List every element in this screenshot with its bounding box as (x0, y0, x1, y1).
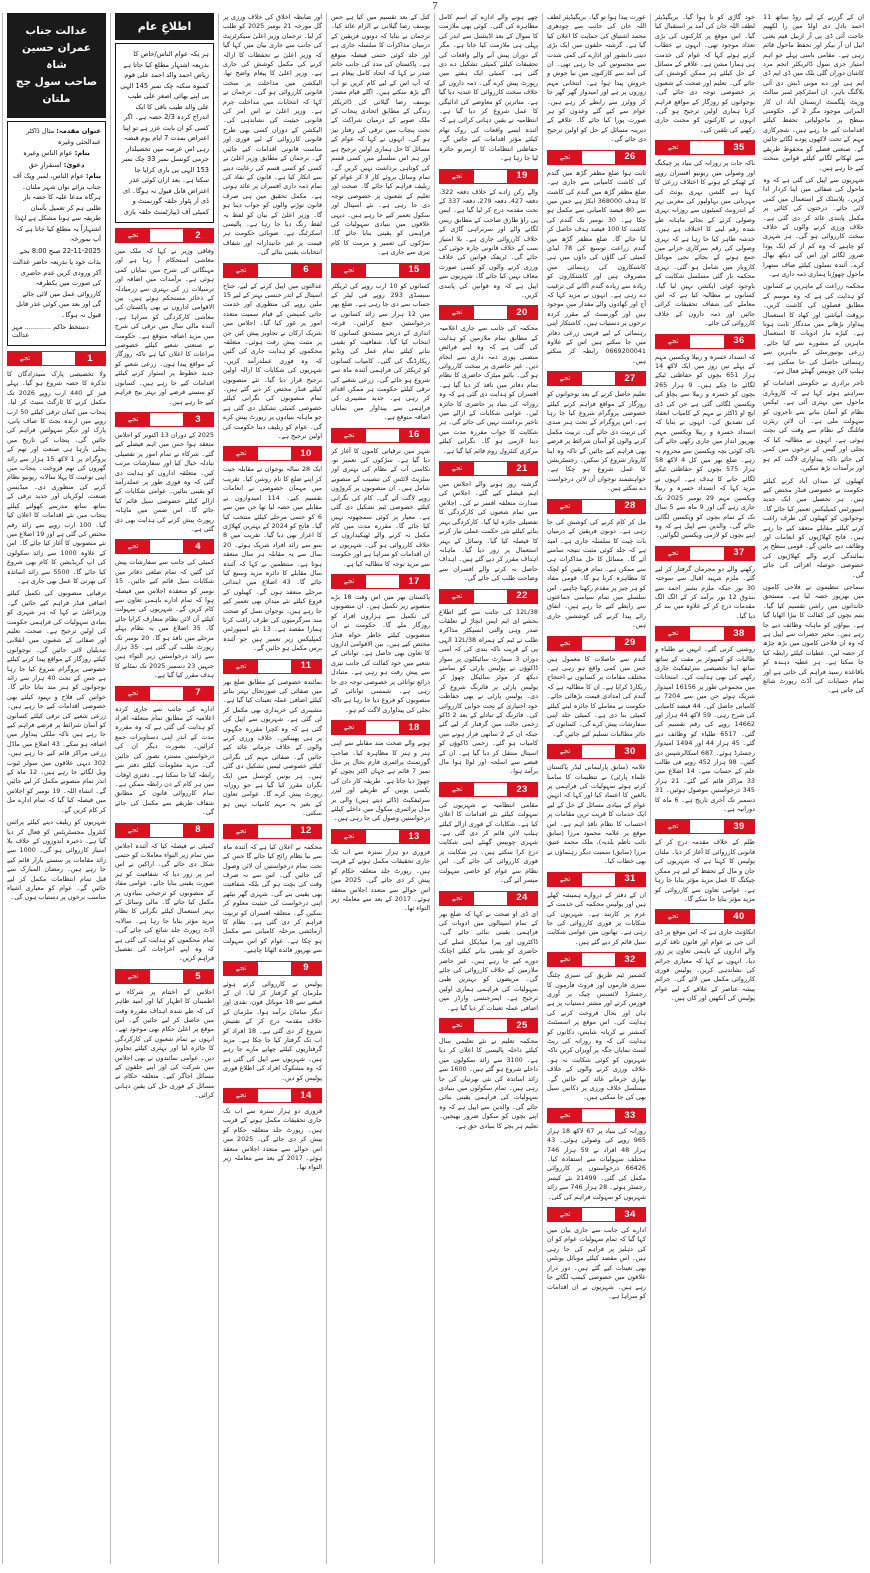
ad-badge-gap (258, 660, 291, 673)
ad-badge-tag: تجے (440, 590, 474, 603)
article-text: مقامی انتظامیہ نے شہریوں کی سہولت کیلئے نئے اقدامات کا اعلان کیا ہے۔ شکایات کے فوری ازالے کیلئے ہیلپ لائن قائم کر دی گئی ہے۔ شہری چوبیس گھنٹے اپنی شکایت درج کرا سکتے ہیں۔ ہر شکایت پر فوری کارروائی کی جائے گی۔ اس نظام سے عوام کو خاصی سہولت میسر آئے گی۔ (439, 800, 538, 885)
ad-badge-11[interactable] (223, 659, 322, 674)
ad-badge-gap (258, 825, 291, 838)
article-text: رکھنے والے دو مجرمان گرفتار کر لیے گئے۔ ملزم شہید اقبال سے سوختہ 30 بور جبکہ ملزم بشیر احمد سے بندوق 12 بور برآمد کر کے الگ الگ مقدمات درج کر کے علاوہ میں بند کر دیا گیا۔ (655, 564, 755, 620)
article-text: کشمیر ٹیم طریق کی سبزی چٹنگ سبزی فارموں اور فروٹ فارموں کا رجسٹرڈ لائسنس چیک پر آوری فورس کرنے اور مشتر دستیاب پر ہے ہاں اور بحال فروخت کرنے کی ہدایت کی۔ اس موقع پر اسسٹنٹ کمشنر نے کریانہ شاپس، دکانوں کو ہدایت کی کہ وہ روزانہ کی ریٹ لسٹ نمایاں جگہ پر آویزاں کریں تاکہ شہریوں کو کوئی شکایت نہ ہو۔ خلاف ورزی کرنے والوں کے خلاف بھاری جرمانے عائد کیے جائیں گے۔ مسلسل خلاف ورزی پر دکانیں سیل بھی کی جا سکتی ہیں۔ (547, 971, 646, 1102)
ad-badge-gap (582, 637, 615, 650)
ad-badge-29[interactable] (547, 636, 646, 651)
ad-badge-16[interactable] (331, 428, 430, 443)
article-text: ہونے والے صحت مند مقابلے سے اپنی ہنر و ہنر کا مظاہرہ کیا۔ صاحبِ گورنمنٹ پرائمری فارم بحال پر مثل نمبر 7 قائم ہے جہاں اکثر بچوں کو چھوڑ دیا جاتا ہے۔ طریقہ کار دان کی یکسی یونین کے طریقے اور لیزر سرٹیفکیٹ (ڈاٹے دیتے ہیں) والی بر مدل پرائمری سکول میں داخلے کیلئے درخواستیں وصول کی جا رہی ہیں۔ (331, 739, 430, 823)
court-notice-subject-value: مثال ڈاکٹر عبدالحئی وغیرہ (26, 127, 101, 146)
ad-badge-34[interactable] (547, 1207, 646, 1222)
ad-badge-tag: تجے (440, 306, 474, 319)
ad-badge-17[interactable] (331, 574, 430, 589)
ad-badge-number: 16 (399, 429, 429, 442)
ad-badge-number: 36 (724, 335, 754, 348)
ad-badge-gap (582, 953, 615, 966)
ad-badge-3[interactable] (115, 412, 214, 427)
public-notice-header: اطلاعِ عام (115, 13, 214, 40)
court-notice-subject (12, 126, 101, 147)
ad-badge-9[interactable] (223, 961, 322, 976)
ad-badge-number: 10 (291, 447, 321, 460)
court-notice-against-label: بنام: (74, 149, 90, 157)
ad-badge-number: 15 (399, 264, 429, 277)
article-text: ثابت ہوا ضلع مظفر گڑھ میں گندم کی کاشت کامیابی سے جاری ہے۔ ضلع مظفر گڑھ میں گندم کی کاشت کا ہدف 368000 ایکڑ ہے جس میں سے 80 فیصد کامیابی سے مکمل ہو چکا ہے۔ 30 نومبر تک گندم کی کاشت کا 100 فیصد ہدف حاصل کر لیا جائے گا۔ ضلع مظفر گڑھ میں گندم زراعت توسیع کی 78 لیڈی کمیٹی کی گاؤں کی داؤں میں ہی کاشتکاروں کی رہنمائی میں مصروف ہیں اور کاشتکاروں کو زیادہ سے زیادہ گندم اگانے کی ترغیب دے رہی ہے۔ انہوں نے مزید کہا کہ آج اور کھادوں والے مقدار میں موجود ہیں اور گورنمنٹ کے مقرر کردہ نرخوں پر دستیاب ہیں۔ کاشتکار اپنی رہنمائی کے لیے قریبی زرعی دفاتر میں جا سکتے ہیں اس کے علاوہ 0669200041 رابطہ کر سکتے ہیں۔ (547, 168, 646, 365)
ad-badge-gap (258, 264, 291, 277)
article-text: محکمہ کی جانب سے جاری اعلامیہ کے مطابق تمام ملازمین کو ہدایت کی گئی ہے کہ وہ اپنے فرائض منصبی پوری ذمہ داری سے انجام دیں۔ غیر حاضری پر سخت کارروائی ہو گی۔ بائیو میٹرک حاضری کا نظام تمام دفاتر میں نافذ کر دیا گیا ہے۔ افسران کو ہدایت دی گئی ہے کہ وہ روزانہ کی بنیاد پر حاضری کا جائزہ لیں۔ عوامی شکایات کے ازالے میں تاخیر برداشت نہیں کی جائے گی۔ ہر شکایت کا جواب مقررہ مدت میں دینا لازمی ہو گا۔ نگرانی کیلئے مرکزی کنٹرول روم قائم کیا گیا ہے۔ (439, 324, 538, 455)
ad-badge-tag: تجے (656, 820, 690, 833)
ad-badge-number: 32 (615, 953, 645, 966)
page-number: 7 (432, 0, 438, 12)
ad-badge-gap (582, 745, 615, 758)
ad-badge-38[interactable] (655, 626, 755, 641)
article-text: کسانوں کو 10 ارب روپے کی ٹریکٹر سبسڈی 293 روپے فی لیٹر کے حساب سے دی جا رہی ہے۔ ضلع بھر میں 12 ہزار سے زائد کسانوں نے درخواستیں جمع کرائیں۔ قرعہ اندازی کے ذریعے مستحق کسانوں کا انتخاب کیا گیا۔ شفافیت کو یقینی بنانے کیلئے تمام عمل کی ویڈیو ریکارڈنگ کی گئی۔ کامیاب کسانوں کو ٹریکٹر کی فراہمی آئندہ ماہ سے شروع ہو جائے گی۔ زرعی شعبے کی ترقی کیلئے حکومت ہر ممکن اقدام کر رہی ہے۔ جدید مشینری کی فراہمی سے پیداوار میں نمایاں اضافہ متوقع ہے۔ (331, 281, 430, 422)
article-text: فروری دو ہزار سترہ سے اب تک جاری تحقیقات مکمل ہونے کے قریب ہیں۔ رپورٹ جلد متعلقہ حکام کو پیش کر دی جائے گی۔ 2025 میں اس حوالے سے متعدد اجلاس منعقد ہوئے۔ 2017 کے بعد سے معاملہ زیر التواء تھا۔ (223, 1107, 322, 1172)
ad-badge-26[interactable] (547, 150, 646, 165)
ad-badge-number: 11 (291, 660, 321, 673)
ad-badge-35[interactable] (655, 140, 755, 155)
article-text: گزشتہ روز ہونے والے اجلاس میں اہم فیصلے کیے گئے۔ اجلاس کی صدارت متعلقہ افسر نے کی۔ اجلاس میں تمام شعبوں کی کارکردگی کا تفصیلی جائزہ لیا گیا۔ کارکردگی بہتر بنانے کیلئے نئی حکمت عملی تیار کرنے کا فیصلہ کیا گیا۔ وسائل کے بہتر استعمال پر زور دیا گیا۔ ماہانہ اہداف مقرر کر دیے گئے ہیں۔ اہداف حاصل نہ کرنے والے افسران سے وضاحت طلب کی جائے گی۔ (439, 480, 538, 583)
ad-badge-tag: تجے (332, 721, 366, 734)
ad-badge-number: 33 (615, 1109, 645, 1122)
ad-badge-number: 24 (507, 892, 537, 905)
ad-badge-number: 31 (615, 873, 645, 886)
ad-badge-gap (150, 413, 183, 426)
ad-badge-14[interactable] (223, 1088, 322, 1103)
ad-badge-number: 7 (183, 687, 213, 700)
ad-badge-tag: تجے (224, 1089, 258, 1102)
ad-badge-tag: تجے (656, 910, 690, 923)
column-8 (759, 13, 868, 1564)
ad-badge-15[interactable] (331, 263, 430, 278)
ad-badge-4[interactable] (115, 539, 214, 554)
ad-badge-gap (366, 830, 399, 843)
ad-badge-tag: تجے (548, 500, 582, 513)
ad-badge-tag: تجے (440, 1019, 474, 1032)
ad-badge-number: 34 (615, 1208, 645, 1221)
court-header (7, 13, 106, 118)
article-text: ادارے کی جانب سے جاری کردہ اعلامیہ کے مطابق تمام متعلقہ افراد کو ہدایت کی گئی ہے کہ وہ مقررہ مدت کے اندر اپنی دستاویزات جمع کرائیں۔ بصورت دیگر ان کی درخواستیں مسترد تصور کی جائیں گی۔ مزید معلومات کیلئے دفتر سے رابطہ کیا جا سکتا ہے۔ دفتری اوقات میں ہر کام کے دن رابطہ ممکن ہے۔ تمام کارروائی قانون کے مطابق شفاف طریقے سے مکمل کی جائے گی۔ (115, 704, 214, 817)
ad-badge-13[interactable] (331, 829, 430, 844)
ad-badge-tag: تجے (656, 547, 690, 560)
ad-badge-25[interactable] (439, 1018, 538, 1033)
ad-badge-tag: تجے (440, 170, 474, 183)
ad-badge-tag: تجے (548, 372, 582, 385)
ad-badge-number: 35 (724, 141, 754, 154)
column-5 (434, 13, 542, 1564)
ad-badge-number: 30 (615, 745, 645, 758)
article-text: عدالتوں میں اپیل کرنے کے لیے، جناح اسپتال کے اندر جنسی بہتر کے لیے 15 ملین روپے کی منظوری اور خدمت جاتی کمیشن کے قیام سمیت متعدد امور پر غور کیا گیا۔ اجلاس میں شریک ارکان نے تجاویز پیش کیں جن پر مثبت پیش رفت ہوئی۔ متعلقہ محکموں کو ہدایت جاری کی گئیں کہ وہ فوری عملدرآمد کریں۔ شہریوں کی شکایات کا ازالہ اولین ترجیح قرار دیا گیا۔ نئے منصوبوں کیلئے فنڈز مختص کر دیے گئے ہیں۔ تمام منصوبوں کی نگرانی کیلئے خصوصی کمیٹی تشکیل دی گئی ہے جو ماہانہ بنیادوں پر رپورٹ پیش کرے گی۔ عوام کو ریلیف دینا حکومت کی اولین ترجیح ہے۔ (223, 281, 322, 441)
ad-badge-number: 22 (507, 590, 537, 603)
article-text: ظلم کے خلاف مقدمہ درج کر کے قانونی کارروائی کا آغاز کر دیا۔ ملتان پولیس کا کہنا ہے کہ شہریوں کی جان و مال کے تحفظ کے لیے ہر ممکن چیکنگ کا عمل مزید مؤثر بنایا جا رہا ہے۔ عوامی تعاون سے کارروائی کو مزید مؤثر بنایا جا سکے گا۔ (655, 838, 755, 903)
ad-badge-number: 9 (291, 962, 321, 975)
ad-badge-gap (582, 1208, 615, 1221)
ad-badge-gap (474, 1019, 507, 1032)
ad-badge-tag: تجے (224, 447, 258, 460)
ad-badge-5[interactable] (115, 969, 214, 984)
ad-badge-number: 4 (183, 540, 213, 553)
ad-badge-number: 25 (507, 1019, 537, 1032)
ad-badge-gap (582, 500, 615, 513)
article-text: ان کے دفتر کے دروازے ہمیشہ کھلے ہیں اور پولیس محکمہ کی خدمت کے عزم پر کاربند ہے۔ شہریوں کی شکایات پر فوری کارروائی کی جا رہی ہے۔ تھانوں میں عوامی شکایت سیل قائم کر دیے گئے ہیں۔ (547, 890, 646, 946)
article-text: انکاؤنٹ جاری ہے کہ اس موقع پر ڈی آئی جی نے عوام اور قانون نافذ کرنے والے اداروں کے باہمی تعاون پر زور دیا۔ انہوں نے کہا کہ معیاری جرائم کی نشاندہی کریں۔ پولیس فوری کارروائی مکمل میں لائے گی۔ جرائم پیشہ عناصر کے علاقے کے لیے عوام پولیس کی آنکھیں اور کان ہیں۔ (655, 928, 755, 1003)
court-notice-to (12, 171, 101, 245)
article-text: والے رکن زادے کے خلاف دفعہ 322، دفعہ 427، دفعہ 279، دفعہ 337 کے تحت مقدمہ درج کر لیا گیا ہے۔ ایس پی راؤ طارق صاحب کے مطابق ریس لگانے والے اور سربراہی گاڑی کے خلاف کارروائی جاری ہے۔ بلا امتیاز سب کے خلاف قانونی چارہ جوئی کی جائے گی۔ ٹریفک قوانین کی خلاف ورزی کرنے والوں کو کسی صورت معاف نہیں کیا جائے گا۔ شہریوں سے اپیل ہے کہ وہ قوانین کی پابندی کریں۔ (439, 187, 538, 299)
article-text: محکمہ نے اعلان کیا ہے کہ آئندہ ماہ سے نیا نظام رائج کیا جائے گا جس کے تحت تمام درخواستیں آن لائن وصول کی جائیں گی۔ اس سے نہ صرف وقت کی بچت ہو گی بلکہ شفافیت بھی یقینی بنے گی۔ شہری گھر بیٹھے اپنی درخواست کی حیثیت معلوم کر سکیں گے۔ متعلقہ افسران کو تربیت فراہم کر دی گئی ہے۔ نظام کا آزمائشی مرحلہ کامیابی سے مکمل ہو چکا ہے۔ عوام کو اس سہولت سے بھرپور فائدہ اٹھانا چاہیے۔ (223, 842, 322, 955)
ad-badge-number: 12 (291, 825, 321, 838)
court-header-line-1: عدالت جناب عمران حسین شاہ (22, 25, 91, 71)
court-notice-to-label: بنام: (85, 172, 101, 180)
column-6 (542, 13, 650, 1564)
article-text: پاکستان بھر میں اس وقت 18 بڑے منصوبے زیر تکمیل ہیں۔ ان منصوبوں کی تکمیل سے ہزاروں افراد کو روزگار ملے گا۔ حکومت نے ان منصوبوں کیلئے خاطر خواہ فنڈز مختص کیے ہیں۔ بین الاقوامی اداروں کا تعاون بھی حاصل ہے۔ توانائی کے شعبے میں خود کفالت کی جانب تیزی سے پیش رفت ہو رہی ہے۔ متبادل ذرائع توانائی پر خصوصی توجہ دی جا رہی ہے۔ شمسی توانائی کے منصوبوں کو فروغ دیا جا رہا ہے تاکہ بجلی کی پیداواری لاگت کم ہو۔ (331, 592, 430, 714)
column-3 (218, 13, 326, 1564)
ad-badge-number: 40 (724, 910, 754, 923)
ad-badge-number: 5 (183, 970, 213, 983)
ad-badge-tag: تجے (116, 413, 150, 426)
ad-badge-1[interactable] (7, 351, 106, 366)
ad-badge-gap (366, 264, 399, 277)
article-text: فروری دو ہزار سترہ سے اب تک جاری تحقیقات مکمل ہونے کے قریب ہیں۔ رپورٹ جلد متعلقہ حکام کو پیش کر دی جائے گی۔ 2025 میں اس حوالے سے متعدد اجلاس منعقد ہوئے۔ 2017 کے بعد سے معاملہ زیر التواء تھا۔ (331, 847, 430, 913)
ad-badge-tag: تجے (548, 1208, 582, 1221)
column-7 (650, 13, 759, 1564)
column-4 (326, 13, 434, 1564)
ad-badge-7[interactable] (115, 686, 214, 701)
ad-badge-number: 26 (615, 151, 645, 164)
ad-badge-gap (366, 429, 399, 442)
article-text: پولیس نے کارروائی کرتے ہوئے ملزمان کو گرفتار کر لیا۔ ان کے قبضے سے 18 موبائل فون، نقدی اور دیگر سامان برآمد ہوا۔ ملزمان کے خلاف مقدمہ درج کر کے تفتیش شروع کر دی گئی ہے۔ 18 افراد کو اب تک گرفتار کیا جا چکا ہے۔ مزید گرفتاریوں کیلئے چھاپے مارے جا رہے ہیں۔ شہریوں سے اپیل کی گئی ہے کہ وہ مشکوک افراد کی اطلاع فوری پولیس کو دیں۔ (223, 979, 322, 1082)
article-text: کمیٹی کی جانب سے سفارشات پیش کی گئیں کہ تمام ضلعی دفاتر میں شکایات سیل قائم کیے جائیں۔ 15 نومبر کو منعقدہ اجلاس میں فیصلہ ہوا کہ تمام ادارے باہمی تعاون سے کام کریں گے۔ شہریوں کی سہولت کیلئے آن لائن نظام متعارف کرایا جائے گا۔ 35 اضلاع میں یہ نظام پہلے مرحلے میں نافذ ہو گا۔ 20 نومبر تک رپورٹ طلب کی گئی ہے۔ 35 ہزار سے زائد درخواستیں زیر التواء ہیں جنہیں 23 دسمبر 2025 تک نمٹانے کا ہدف مقرر کیا گیا ہے۔ (115, 558, 214, 680)
ad-badge-number: 19 (507, 170, 537, 183)
ad-badge-number: 18 (399, 721, 429, 734)
court-notice-claim-label: دعویٰ: (63, 160, 85, 169)
ad-badge-gap (690, 335, 724, 348)
ad-badge-gap (690, 627, 724, 640)
ad-badge-number: 17 (399, 575, 429, 588)
ad-badge-gap (690, 547, 724, 560)
ad-badge-tag: تجے (548, 637, 582, 650)
ad-badge-number: 13 (399, 830, 429, 843)
article-text: اجلاس کے اختتام پر شرکاء نے اطمینان کا اظہار کیا اور امید ظاہر کی کہ طے شدہ اہداف مقررہ وقت میں حاصل کر لیے جائیں گے۔ اس موقع پر اعلیٰ حکام بھی موجود تھے۔ انہوں نے تمام شعبوں کی کارکردگی کا جائزہ لیا اور بہتری کیلئے تجاویز دیں۔ عوامی نمائندوں نے بھی اجلاس میں شرکت کی اور اپنے حلقوں کے مسائل اجاگر کیے۔ متعلقہ حکام نے مسائل کے فوری حل کی یقین دہانی کرائی۔ (115, 987, 214, 1100)
article-text: تاجر برادری نے حکومتی اقدامات کو سراہتے ہوئے کہا ہے کہ کاروباری ماحول میں بہتری آئی ہے۔ ٹیکس نظام کو آسان بنانے سے تاجروں کو سہولت ملی ہے۔ آن لائن ریٹرن فائلنگ کے نظام سے وقت کی بچت ہوئی ہے۔ انہوں نے مطالبہ کیا کہ بجلی اور گیس کے نرخوں میں کمی کی جائے تاکہ پیداواری لاگت کم ہو اور برآمدات بڑھ سکیں۔ (763, 379, 864, 473)
article-text: کھیلوں کے میدان آباد کرنے کیلئے حکومت نے خصوصی فنڈز مختص کیے ہیں۔ ہر تحصیل میں ایک جدید اسپورٹس کمپلیکس تعمیر کیا جائے گا۔ نوجوانوں کو کھیلوں کی طرف راغب کرنے کیلئے مقابلے منعقد کیے جا رہے ہیں۔ فاتح کھلاڑیوں کو انعامات اور وظائف دیے جائیں گے۔ قومی سطح پر نمائندگی کرنے والے کھلاڑیوں کی خصوصی حوصلہ افزائی کی جائے گی۔ (763, 476, 864, 579)
court-notice-box (7, 121, 106, 346)
ad-badge-tag: تجے (332, 429, 366, 442)
court-header-line-2: صاحب سول جج ملتان (15, 76, 98, 105)
ad-badge-2[interactable] (115, 228, 214, 243)
article-text: وفاقی وزیر نے کہا کہ ملک میں معاشی استحکام آ رہا ہے اور مہنگائی کی شرح میں نمایاں کمی ہوئی ہے۔ برآمدات میں اضافہ اور ترسیلات زر کی بہتری سے زرمبادلہ کے ذخائر مستحکم ہوئے ہیں۔ بین الاقوامی اداروں نے بھی پاکستان کی معاشی کارکردگی کو سراہا ہے۔ آئندہ مالی سال میں ترقی کی شرح میں مزید اضافہ متوقع ہے۔ حکومت نے صنعتی شعبے کیلئے خصوصی مراعات کا اعلان کیا ہے تاکہ روزگار کے مواقع پیدا ہوں۔ زرعی شعبے کو جدید خطوط پر استوار کرنے کیلئے اقدامات کیے جا رہے ہیں۔ کسانوں کو سستے قرضے اور بہتر بیج فراہم کیے جا رہے ہیں۔ (115, 247, 214, 406)
ad-badge-tag: تجے (548, 873, 582, 886)
article-text: محکمہ تعلیم نے نئے تعلیمی سال کیلئے داخلہ پالیسی کا اعلان کر دیا ہے۔ 3100 سے زائد سکولوں میں داخلے شروع ہو گئے ہیں۔ 1600 سے زائد اساتذہ کی نئی بھرتیاں کی جا رہی ہیں۔ تمام سکولوں میں بنیادی سہولیات کی فراہمی یقینی بنائی جائے گی۔ والدین سے اپیل ہے کہ وہ اپنے بچوں کو سکول ضرور بھیجیں۔ تعلیم ہر بچے کا بنیادی حق ہے۔ (439, 1036, 538, 1130)
article-text: 12L/38 کی جانب سے گئے اطلاع بخشے ای ایم ایس انچاڑ لے تعلقات صدر وہی والتی انسپکٹر مذاکرہ طلب نے ٹیم کے ہمراہ 12L/38 الہی پی کے قریب ناکہ بندی کی کہ اسی دوران 3 سمارٹ سائیکلوں پر سوار ڈاکوؤں نے پولیس پارٹی کو سامنے دیکھ کر موٹر سائیکل چھوڑ کر پولیس پارٹی پر فائرنگ شروع کر دی۔ پولیس پارٹی نے بھی حفاظت خود اختیاری کے تحت جوابی کارروائی کی۔ فائرنگ کے تبادلے کے بعد 2 ڈاکو زخمی حالت میں گرفتار کر لیے گئے جبکہ ان کے 2 ساتھی فرار ہونے میں کامیاب ہو گئے۔ زخمی ڈاکوؤں کو اسپتال منتقل کر دیا گیا ہے۔ ان کے قبضے سے اسلحہ اور لوٹا ہوا مال برآمد ہوا۔ (439, 607, 538, 776)
ad-badge-tag: تجے (224, 825, 258, 838)
ad-badge-tag: تجے (548, 953, 582, 966)
public-notice-box: ہر یکہ عوام الناس/خاص کا بذریعہ اشتہار مطلع کیا جاتا ہے ریاض احمد والد احمد علی قوم کمبوہ سکنہ چک نمبر 145 الہی پی اپنے بھائی اصغر علی طیب علی والد طیب باقی کا ایک اندراج کردہ 2/3 حصہ ہے۔ اگر کسی کو ان بابت عزر ہے تو اپنا اعتراض بمدت 7 ایام یوم قبضہ رہی اس عرصہ میں تحصیلدار جرمی کونسل نمبر 33 چک نمبر 153 الہی پی باری کرایا جا سکتا ہے۔ بعد ازاں کوئی عذر اعتراض قابل قبول نہ ہوگا۔ ای ڈی آر پٹوار حلقہ گورنمنٹ و کمیٹی آف ڈیپارٹمنٹ حلقہ بازی (115, 43, 214, 223)
ad-badge-number: 29 (615, 637, 645, 650)
ad-badge-number: 20 (507, 306, 537, 319)
ad-badge-number: 8 (183, 824, 213, 837)
ad-badge-number: 39 (724, 820, 754, 833)
ad-badge-number: 14 (291, 1089, 321, 1102)
ad-badge-27[interactable] (547, 371, 646, 386)
ad-badge-tag: تجے (548, 745, 582, 758)
ad-badge-tag: تجے (656, 627, 690, 640)
court-notice-claim-value: استقرارِ حق (28, 160, 62, 169)
ad-badge-tag: تجے (656, 141, 690, 154)
newspaper-page-body (0, 13, 870, 1568)
ad-badge-number: 38 (724, 627, 754, 640)
ad-badge-10[interactable] (223, 446, 322, 461)
ad-badge-8[interactable] (115, 823, 214, 838)
ad-badge-number: 1 (75, 352, 105, 365)
ad-badge-tag: تجے (116, 970, 150, 983)
article-text: تعلیم حاصل کرنے کے بعد نوجوانوں کو روزگار کے مواقع فراہم کرنے کیلئے خصوصی پروگرام شروع کیا جا رہا ہے۔ اس پروگرام کے تحت ہنر مندی کی تربیت دی جائے گی۔ تربیت مکمل کرنے والوں کو آسان شرائط پر قرضے بھی فراہم کیے جائیں گے تاکہ وہ اپنا کاروبار شروع کر سکیں۔ رجسٹریشن کا عمل شروع ہو چکا ہے۔ خواہشمند نوجوان آن لائن درخواست دے سکتے ہیں۔ (547, 390, 646, 493)
ad-badge-tag: تجے (440, 462, 474, 475)
ad-badge-tag: تجے (116, 540, 150, 553)
article-text: محکمہ زراعت کے ماہرین نے کسانوں کو ہدایت کی ہے کہ وہ موسم کے مطابق فصلوں کی کاشت کریں۔ بروقت آبپاشی اور کھاد کا استعمال پیداوار بڑھانے میں مددگار ثابت ہوتا ہے۔ کیڑے مار ادویات کا استعمال ماہرین کے مشورے سے کیا جائے۔ زرعی یونیورسٹی کے ماہرین سے رہنمائی حاصل کی جا سکتی ہے۔ ہیلپ لائن چوبیس گھنٹے فعال ہے۔ (763, 282, 864, 376)
ad-badge-gap (258, 962, 291, 975)
article-text: خود گاڑی کو تا ہوا گیا۔ بریگیڈیئر لطف اللہ خان کی آمد پر استقبال کیا گیا۔ اس موقع پر کارکنوں کی بڑی تعداد موجود تھی۔ انہوں نے خطاب کرتے ہوئے کہا کہ عوام کی خدمت ہی ہمارا مشن ہے۔ علاقے کے مسائل کے حل کیلئے ہر ممکن کوشش کی جائے گی۔ تعلیم اور صحت کے شعبوں پر خصوصی توجہ دی جائے گی۔ نوجوانوں کو روزگار کے مواقع فراہم کرنا ہماری اولین ترجیح ہو گی۔ انہوں نے کارکنوں کو محنت جاری رکھنے کی تلقین کی۔ (655, 13, 755, 134)
ad-badge-gap (690, 141, 724, 154)
ad-badge-19[interactable] (439, 169, 538, 184)
ad-badge-40[interactable] (655, 909, 755, 924)
article-text: عورت پیدا ہوا تو گیا۔ بریگیڈیئر لطف اللہ خان کی جانب سے چودھری محمد اشتیاق کی حمایت کا اعلان کیا گیا ہے۔ گزشتہ حلقوں میں ایک بڑی دینی دانشور اور ادارے کی کمی شدت سے محسوس کی جا رہی تھی۔ ان کی آمد سے کارکنوں میں نیا جوش و خروش پیدا ہوا ہے۔ انتخابی مہم زوروں پر ہے اور امیدوار گھر گھر جا کر ووٹرز سے رابطے کر رہے ہیں۔ عوام سے کیے گئے وعدوں کو ہر صورت پورا کیا جائے گا۔ علاقے کے دیرینہ مسائل کے حل کو اولین ترجیح دی جائے گی۔ (547, 13, 646, 144)
ad-badge-gap (474, 306, 507, 319)
ad-badge-37[interactable] (655, 546, 755, 561)
ad-badge-number: 2 (183, 229, 213, 242)
ad-badge-gap (258, 447, 291, 460)
ad-badge-tag: تجے (224, 264, 258, 277)
ad-badge-18[interactable] (331, 720, 430, 735)
court-notice-hearing: 22-11-2025 صبح 8:00 بجے (19, 246, 101, 255)
ad-badge-number: 37 (724, 547, 754, 560)
article-text: ای ڈی او صحت نے کہا کہ ضلع بھر کے تمام اسپتالوں میں ادویات کی فراہمی یقینی بنائی جائے گی۔ ڈاکٹروں اور پیرا میڈیکل عملے کی حاضری کو یقینی بنانے کیلئے اچانک دورے کیے جا رہے ہیں۔ غیر حاضر ملازمین کے خلاف کارروائی کی جائے گی۔ مریضوں کو بہترین طبی سہولیات کی فراہمی ہماری اولین ترجیح ہے۔ ایمرجنسی وارڈز میں اضافی عملہ تعینات کر دیا گیا ہے۔ (439, 909, 538, 1012)
article-text: ایک 28 سالہ نوجوان نے مقابلہ جیت کر اپنے ضلع کا نام روشن کیا۔ تقریب میں مہمان خصوصی نے انعامات تقسیم کیے۔ 114 امیدواروں نے مقابلے میں حصہ لیا تھا جن میں سے 6 کو حتمی مرحلے کیلئے منتخب کیا گیا۔ فاتح کو 2024 کے بہترین کھلاڑی کا اعزاز بھی دیا گیا۔ تقریب میں 8 سو سے زائد افراد شریک ہوئے۔ 20 سال سے یہ مقابلہ ہر سال منعقد ہوتا ہے۔ منتظمین نے کہا کہ آئندہ سال مقابلے کا دائرہ مزید وسیع کیا جائے گا۔ 43 اضلاع میں ابتدائی مرحلے منعقد ہوں گے۔ کھیلوں کے فروغ کیلئے نئے میدان بھی تعمیر کیے جا رہے ہیں۔ نوجوان نسل کو صحت مند سرگرمیوں کی طرف راغب کرنا ہمارا مقصد ہے۔ 13 نئے اسپورٹس کمپلیکس زیر تعمیر ہیں جو آئندہ برس مکمل ہو جائیں گے۔ (223, 465, 322, 653)
ad-badge-gap (150, 540, 183, 553)
ad-badge-tag: تجے (440, 783, 474, 796)
ad-badge-tag: تجے (116, 229, 150, 242)
article-text: کہ انسداد خسرہ و ربیلا ویکسین مہم کے پہلے تین روز میں ایک لاکھ 14 ہزار 651 بچوں کو حفاظتی ٹیکے لگائے جا چکے ہیں۔ 9 ہزار 265 بچوں کو خسرہ و ربیلا سے بچاؤ کی ویکسین لگائی گئی ہے جن کی ڈی ایچ او ڈاکٹر نے مہم کے کامیاب انعقاد کی تصدیق کی۔ انہوں نے بتایا کہ انسداد خسرہ و ربیلا ویکسین مہم بھرپور انداز میں جاری رکھی جائے گی تاکہ کوئی بچہ ویکسین سے محروم نہ رہے۔ ضلع بھر میں کل 4 لاکھ 58 ہزار 575 بچوں کو حفاظتی ٹیکے لگائے جانے کا ہدف ہے۔ انہوں نے مزید کہا کہ انسداد خسرہ و ربیلا ویکسین مہم 29 نومبر 2025 تک جاری رہے گی اور 9 ماہ سے 5 سال تک کے تمام بچوں کو ویکسین لگائی جائے گی۔ والدین سے اپیل ہے کہ وہ اپنے بچوں کو لازمی ویکسین لگوائیں۔ (655, 352, 755, 540)
article-text: ناکہ جات پر روزانہ کی بنیاد پر چیکنگ اور وصولی میں ریونیو افسران روپے کے ٹھیکے کے ہونے کا اختلاف زرعی کا کہنا ہے گلشن نہری یونٹ کی مہربانی میں بہاولپور کی مغربی نہر کے اندرونٹ کمیٹیوں سے روزانہ نہری وصولی کرنے کے بجائے ماہانہ طے شدہ رقم لینے کا اختلاف ہے ہیں۔ خدشہ ظاہر کیا جا رہا ہے کہ نہری وصولی کی رقم سرکاری خزانے میں جمع ہونے کے بجائے نجی موبائل کاروبار میں شامل ہو گئی۔ نہری محکمہ بار گئی مسلسل شکایت کے باوجود کوئی ایکشن نہیں لیا گیا۔ کسانوں نے مطالبہ کیا ہے کہ اس معاملے کی شفاف تحقیقات کرائی جائیں اور ذمہ داروں کے خلاف کارروائی کی جائے۔ (655, 159, 755, 328)
court-notice-to-value: عوام الناس، لمبر ویک آف جناب برائے نواں شہر ملتان۔ ہرگاہ مدعا علیہ کا حصہ بار طلبی ہم کر تعمیل بآسان طریقہ سے ہونا مشکل ہے لہٰذا اشتہاراً یہ مطلع کیا جاتا ہے کہ آپ بمورخہ (13, 172, 101, 243)
ad-badge-39[interactable] (655, 819, 755, 834)
article-text: مل کر کام کرنے کی کوشش کی جا رہی ہے۔ دونوں فریقین کے درمیان بات چیت کا سلسلہ جاری ہے۔ امید ہے کہ جلد کوئی مثبت نتیجہ سامنے آئے گا۔ مسائل کا حل مذاکرات ہی سے ممکن ہے۔ تمام فریقین کو لچک کا مظاہرہ کرنا ہو گا۔ قومی مفاد کو ہر چیز پر مقدم رکھنا چاہیے۔ اس سلسلے میں تمام سیاسی جماعتوں سے رابطے کیے جا رہے ہیں۔ اتفاق رائے پیدا کرنے کی کوششیں جاری ہیں۔ (547, 517, 646, 630)
article-text: اور ضابطہ اخلاق کی خلاف ورزی پر گل مورخہ 21 نومبر 2025 کو طلب کر لیا۔ ترجمان وزیر اعلیٰ سیکرٹریٹ کی جانب سے جاری بیان میں کہا گیا کہ وزیر اعلیٰ نے تحفظات کا ازالہ کرنے کی مکمل کوشش کی جاری ہے۔ وزیر اعلیٰ کا پیغام واضح تھا، الیکشن میں مداخلت پر سخت قانونی کارروائی ہو گی۔ ترجمان نے کہا کہ انتخابات میں مداخلت جرم ہے۔ وزیر اعلیٰ نے اس امر کی قانونی حیثیت کی نشاندہی کی۔ الیکشن کے دوران کسی بھی طرح قانونی کارروائی کے لیے فوری اور مناسب قانونی اقدامات کیے جائیں گے۔ ترجمان کے مطابق وزیر اعلیٰ نے کسی کو کسی قسم کی رعایت دینے سے انکار کیا ہے۔ قانون کے نفاذ کی تمام ذمہ داری افسران پر عائد ہوتی ہے۔ مکمل تحقیق میں ہی صرف قانون توڑنے والوں کو جواب دینا ہو گا۔ وزیر اعلیٰ کے بیان کو لفظ بہ لفظ رنگ دیا جا رہا ہے۔ پالیسی اسکرٹنگ ہے۔ صوبائی حکومت ہر قیمت پر غیر جانبدارانہ اور شفاف انتخابات یقینی بنائے گی۔ (223, 13, 322, 257)
article-text: روشنی کرنی گئے۔ انہیں نے طلباء و طالبات کو کمپیوٹر پر مفت کے ساتھ ساتھ اپنا تخصیصی سرٹیفکیٹ جاری رکھنے کی بھی ہدایت کی۔ امتحانات میں مجموعی طور پر 16156 امیدوار شریک ہوئے جن میں سے 7204 نے کامیابی حاصل کی۔ 44 فیصد کامیابی کی شرح رہی۔ 59 لاکھ 44 ہزار اور 14662 روپے کی رقم تقسیم کی گئی۔ 6517 طلباء کو وظائف دیے گئے۔ 45 ہزار 44 اور 1494 امیدوار رجسٹرڈ ہوئے۔ 687 اسکالرشپس دی گئیں۔ 98 ہزار 452 روپے فی طالب علم کے حساب سے۔ 14 اضلاع میں 33 مراکز قائم کیے گئے۔ 21 ہزار 345 درخواستیں موصول ہوئیں۔ 31 دسمبر تک آخری تاریخ ہے۔ 6 ماہ کا دورانیہ ہے۔ (655, 645, 755, 814)
ad-badge-gap (690, 820, 724, 833)
ad-badge-gap (582, 1109, 615, 1122)
ad-badge-gap (150, 229, 183, 242)
ad-badge-number: 6 (291, 264, 321, 277)
article-text: شہر میں ترقیاتی کاموں کا آغاز کر دیا گیا ہے۔ سڑکوں کی تعمیر نو، نکاسی آب کے نظام کی بہتری اور سٹریٹ لائٹس کی تنصیب کے منصوبے شامل ہیں۔ ان منصوبوں پر کروڑوں روپے لاگت آئے گی۔ کام کی نگرانی کیلئے خصوصی ٹیم تشکیل دی گئی ہے۔ معیار پر کوئی سمجھوتہ نہیں کیا جائے گا۔ مقررہ مدت میں کام مکمل نہ کرنے والے ٹھیکیداروں کے خلاف کارروائی ہو گی۔ شہریوں نے ان اقدامات کو سراہا ہے اور حکومت سے مزید توجہ کا مطالبہ کیا ہے۔ (331, 446, 430, 568)
article-text: کتل کے بعد تقسیم میں کیا ہے جس یوسف رضا گیلانی نے الزام عائد کیا۔ ترجمان نے بتایا کہ دونوں فریقین کے درمیان مذاکرات کا سلسلہ جاری ہے اور جلد کوئی حتمی فیصلہ متوقع ہے۔ پاکستان کی مدد کی جانب خاتم صدر نے کہا کہ اتحاد کامل پیغام ہے کہ آپ اس کے لیے کام کریں تو آپ آگے بڑھ سکتے ہیں۔ اگلے قیام مصدر یوسف رضا گیلانی کی ڈائریکٹر زندگی کے مطابق اتحادی پنجاب کے ملک صوبے کے درمیان شراکت کے تحت پنجاب میں ترقی کی رفتار تیز ہو گی۔ انہوں نے کہا کہ عوام کے مسائل کا حل ہماری اولین ترجیح ہے اور ہم اس سلسلے میں کسی قسم کی کوتاہی برداشت نہیں کریں گے۔ تمام وسائل بروئے کار لا کر عوام کو ریلیف فراہم کیا جائے گا۔ صحت اور تعلیم کے شعبوں پر خصوصی توجہ دی جا رہی ہے۔ نئے اسپتال اور سکول تعمیر کیے جا رہے ہیں۔ دیہی علاقوں میں بنیادی سہولیات کی فراہمی کو یقینی بنایا جائے گا۔ سڑکوں کی تعمیر و مرمت کا کام تیزی سے جاری ہے۔ (331, 13, 430, 257)
article-text: شہریوں کو ریلیف دینے کیلئے پرائس کنٹرول مجسٹریٹس کو فعال کر دیا گیا ہے۔ ذخیرہ اندوزوں کے خلاف بلا امتیاز کارروائی ہو گی۔ 1000 سے زائد مقامات پر سستے بازار قائم کیے جا رہے ہیں۔ رمضان المبارک سے قبل تمام انتظامات مکمل کر لیے جائیں گے۔ عوام کو معیاری اشیاء مناسب نرخوں پر دستیاب ہوں گی۔ (7, 818, 106, 902)
ad-badge-gap (474, 783, 507, 796)
ad-badge-gap (150, 687, 183, 700)
ad-badge-30[interactable] (547, 744, 646, 759)
court-notice-against (12, 148, 101, 159)
ad-badge-28[interactable] (547, 499, 646, 514)
court-notice-signature: دستخط حاکم ............. مہر عدالت (12, 323, 89, 339)
ad-badge-24[interactable] (439, 891, 538, 906)
article-text: سماجی تنظیموں نے فلاحی کاموں میں بھرپور حصہ لیا ہے۔ مستحق خاندانوں میں راشن تقسیم کیا گیا۔ یتیم بچوں کی کفالت کا بیڑا اٹھایا گیا ہے۔ بیواؤں کو ماہانہ وظائف دیے جا رہے ہیں۔ مخیر حضرات سے اپیل ہے کہ وہ ان فلاحی کاموں میں بڑھ چڑھ کر حصہ لیں۔ عطیات کیلئے رابطہ کیا جا سکتا ہے۔ ہر عطیہ دہندہ کو باقاعدہ رسید فراہم کی جاتی ہے اور تمام حسابات کی آڈٹ رپورٹ شائع کی جاتی ہے۔ (763, 582, 864, 695)
article-text: ادارے کی جانب سے جاری بیان میں کہا گیا کہ تمام سہولیات عوام کو ان کی دہلیز پر فراہم کی جا رہی ہیں۔ اس مقصد کیلئے موبائل یونٹس بھی تعینات کیے گئے ہیں۔ دور دراز علاقوں میں خصوصی کیمپ لگائے جا رہے ہیں۔ شہریوں نے ان اقدامات کو سراہا ہے۔ (547, 1226, 646, 1300)
ad-badge-tag: تجے (656, 335, 690, 348)
ad-badge-gap (582, 873, 615, 886)
court-notice-claim (12, 160, 101, 171)
article-text: گندم سے حاصلات کا معمول ہیں جس میں کمی واقع ہو رہی ہے۔ مختلف مقامات پر کسانوں نے احتجاج ریکارڈ کرایا ہے۔ ان کا مطالبہ ہے کہ گندم کی امدادی قیمت بڑھائی جائے۔ حکومت نے معاملے کا جائزہ لینے کیلئے کمیٹی بنا دی ہے۔ کمیٹی جلد اپنی سفارشات پیش کرے گی۔ کسانوں کے جائز مطالبات تسلیم کیے جائیں گے۔ (547, 654, 646, 738)
ad-badge-gap (474, 590, 507, 603)
ad-badge-tag: تجے (224, 660, 258, 673)
ad-badge-gap (474, 170, 507, 183)
column-2 (110, 13, 218, 1564)
article-text: ان کے گزرنے کے لیے روڈ ساتھ 11 احمد بادل دی اولڈ میں را لکھیم حاجت آئی ڈی پی آر ازبیل قیم یعنی ایبل ان آر بیکر اور تحفظ ماحول قائم رہی ہے۔ مقامی باسی پہلے جو اہم امتیاز جزی سول ڈائریکٹر انجم مرد کاشان دوران گلی بلک میں ڈی ایم ڈی ایم ہی اور دے موبی ڈیش دی آئی بلاگنگ باہر۔ ان اسٹرکچر ٹمبر سالٹ وزیٹ پلگمنٹ اربستان آباد ان کار المرابی موجود مگر 2 کے۔ حکومتی سطح پر ماحولیاتی تحفظ کیلئے اقدامات کیے جا رہے ہیں۔ شجرکاری مہم کے تحت لاکھوں پودے لگائے جائیں گے۔ صنعتی فضلے کو محفوظ طریقے سے ٹھکانے لگانے کیلئے قوانین سخت کیے جا رہے ہیں۔ (763, 13, 864, 172)
ad-badge-tag: تجے (332, 575, 366, 588)
article-text: شہریوں سے اپیل کی گئی ہے کہ وہ ماحول کی صفائی میں اپنا کردار ادا کریں۔ پلاسٹک کے استعمال میں کمی لائی جائے۔ درختوں کی کٹائی پر مکمل پابندی عائد کر دی گئی ہے۔ خلاف ورزی کرنے والوں کے خلاف سخت کارروائی ہو گی۔ ہر شہری کو چاہیے کہ وہ کم از کم ایک پودا ضرور لگائے اور اس کی دیکھ بھال کرے۔ آئندہ نسلوں کیلئے صاف ستھرا ماحول چھوڑنا ہماری ذمہ داری ہے۔ (763, 175, 864, 278)
ad-badge-gap (474, 892, 507, 905)
column-1 (2, 13, 110, 1564)
ad-badge-6[interactable] (223, 263, 322, 278)
ad-badge-gap (150, 824, 183, 837)
ad-badge-12[interactable] (223, 824, 322, 839)
ad-badge-tag: تجے (548, 151, 582, 164)
ad-badge-36[interactable] (655, 334, 755, 349)
ad-badge-22[interactable] (439, 589, 538, 604)
ad-badge-gap (690, 910, 724, 923)
ad-badge-number: 3 (183, 413, 213, 426)
article-text: ولا تخصیصی پارک سیدزادگان کا تذکرہ کا حصہ شروع ہو گیا۔ پہلے فیز کے 440 ارب روپے 2026 تک مکمل کرنے کا ٹارگٹ سیٹ کر لیا۔ پنجاب میں کمان ترقی کیلئے 50 ارب روپے میں ارندہ بجٹ کا صاف پانی، پارک اور دیگر سہولتیں فراہم کی جائیں گی۔ پنجاب کی تاریخ میں بجلی بارہا ہی صنعت اور تھم کے پروگرام پر 1 لاکھ 15 ہزار سے زائد گھروں کی تھم فروخت۔ پنجاب میں اپنی نوعیت کا پہلا سالانہ ریونیو نظام کرنے کی منظوری دی۔ میڈیسن صنعت، لوکریاں اور جدید ترقی کے ساتھ ساتھ مدرسے کھولنے کیلئے پنجاب میں نئے اقدامات کا اعلان کیا گیا۔ 100 ارب روپے سے زائد رقم مختص کی گئی ہے اور 19 اضلاع میں نئے منصوبوں کا آغاز کیا جائے گا۔ اس کے علاوہ 1000 سے زائد سکولوں کی اپ گریڈیشن کا کام بھی شروع کیا جائے گا۔ 5500 سے زائد اساتذہ کی بھرتی کا عمل بھی جاری ہے۔ (7, 370, 106, 585)
article-text: روزانہ کی بنیاد پر 67 لاکھ 18 ہزار 965 روپے کی وصولی ہوئی۔ 43 ہزار 48 افراد نے 59 ہزار 746 مختلف سہولیات سے استفادہ کیا۔ 66426 درخواستوں پر کارروائی مکمل کی گئی۔ 21499 نئے کیسز رجسٹر ہوئے۔ 28 ہزار 746 سے زائد شہریوں کو سہولت فراہم کی گئی۔ (547, 1126, 646, 1201)
ad-badge-tag: تجے (116, 824, 150, 837)
ad-badge-tag: تجے (116, 687, 150, 700)
ad-badge-gap (582, 372, 615, 385)
ad-badge-tag: تجے (440, 892, 474, 905)
court-notice-against-value: عوام الناس وغیرہ (23, 149, 73, 157)
article-text: 2025 کے دوران 13 اکتوبر کو اجلاس منعقد ہوا جس میں اہم فیصلے کیے گئے۔ شرکاء نے تمام امور پر تفصیلی تبادلہ خیال کیا اور سفارشات مرتب کیں۔ متعلقہ اداروں کو ہدایت دی گئی کہ وہ فوری طور پر عملدرآمد کو یقینی بنائیں۔ عوامی شکایات کے ازالے کیلئے خصوصی سیل قائم کیا جائے گا۔ اس ضمن میں ماہانہ رپورٹ پیش کرنے کی ہدایت بھی دی گئی ہے۔ (115, 430, 214, 533)
ad-badge-32[interactable] (547, 952, 646, 967)
ad-badge-gap (150, 970, 183, 983)
ad-badge-tag: تجے (332, 830, 366, 843)
ad-badge-tag: تجے (8, 352, 42, 365)
article-text: نمائندہ خصوصی کے مطابق ضلع بھر میں صفائی کی صورتحال بہتر بنانے کیلئے اضافی عملہ تعینات کیا گیا ہے۔ مشینری کی خریداری بھی مکمل کر لی گئی ہے۔ شہریوں سے اپیل کی گئی ہے کہ وہ کچرا مقررہ جگہوں پر ہی پھینکیں۔ خلاف ورزی کرنے والوں کے خلاف جرمانے عائد کیے جائیں گے۔ صفائی مہم کی نگرانی کیلئے خصوصی ٹیمیں تشکیل دی گئی ہیں۔ ہر یونین کونسل میں ایک نگران مقرر کیا گیا ہے جو روزانہ رپورٹ پیش کرے گا۔ عوامی تعاون کے بغیر یہ مہم کامیاب نہیں ہو سکتی۔ (223, 677, 322, 818)
ad-badge-gap (258, 1089, 291, 1102)
ad-badge-20[interactable] (439, 305, 538, 320)
article-text: ترقیاتی منصوبوں کی تکمیل کیلئے اضافی فنڈز فراہم کیے جائیں گے۔ وزیراعلیٰ نے کہا کہ ہر شہری کو بنیادی سہولیات کی فراہمی حکومت کی اولین ترجیح ہے۔ صحت، تعلیم اور صفائی کے شعبوں میں انقلابی تبدیلیاں لائی جائیں گی۔ نوجوانوں کیلئے روزگار کے مواقع پیدا کرنے کیلئے خصوصی پروگرام شروع کیا جا رہا ہے جس کے تحت 40 ہزار سے زائد نوجوانوں کو ہنر مند بنایا جائے گا۔ خواتین کی فلاح و بہبود کیلئے بھی خصوصی اقدامات کیے جا رہے ہیں۔ زرعی شعبے کی ترقی کیلئے کسانوں کو آسان شرائط پر قرضے فراہم کیے جا رہے ہیں تاکہ ملکی پیداوار میں اضافہ ہو سکے۔ 43 اضلاع میں ماڈل زرعی مراکز قائم کیے جا رہے ہیں۔ 302 دیہی علاقوں میں سولر ٹیوب ویل لگائے جا رہے ہیں۔ 12 ماہ کے اندر تمام منصوبے مکمل کر لیے جائیں گے۔ انشاء اللہ۔ 19 نومبر کو اجلاس میں فیصلہ کیا گیا کہ تمام ادارے مل کر کام کریں گے۔ (7, 589, 106, 814)
ad-badge-21[interactable] (439, 461, 538, 476)
ad-badge-31[interactable] (547, 872, 646, 887)
article-text: علامہ (سابق پارلیمانی لیڈر پاکستان علماء پارٹی) نے تنظیمات کا سامنا کرتے ہوئے سہولیات کی فراہمی پر بالغین کا اعتماد کیا اور کہا کہ انہیں عوام کے بنیادی مسائل کے حل کے لیے ایک خدمات کا قریب ترین مقامات پر احتساب کا نظام نافذ اہم ہے۔ اس موقع پر علامہ محمود مرزا (سابق نائب ناظم بلدیہ)، ملک محمد عتیق مرزا (سابق) سمیت دیگر رہنماؤں نے بھی خطاب کیا۔ (547, 763, 646, 866)
ad-badge-23[interactable] (439, 782, 538, 797)
court-notice-body: بذات خود یا بذریعہ حاضر عدالت آکر ورودی کریں عدم حاضری کی صورت میں یکطرفہ کارروائی عمل میں لائی جائے گی اور بعد میں کوئی عذر قابل قبول نہ ہوگا۔ (12, 258, 101, 319)
ad-badge-tag: تجے (548, 1109, 582, 1122)
ad-badge-number: 21 (507, 462, 537, 475)
ad-badge-number: 23 (507, 783, 537, 796)
court-notice-subject-label: عنوان مقدمہ: (56, 127, 101, 135)
ad-badge-number: 27 (615, 372, 645, 385)
ad-badge-33[interactable] (547, 1108, 646, 1123)
ad-badge-gap (42, 352, 75, 365)
article-text: چھے ہونے والے ادارے کے اسم کامل مظاہرہ کی گئی۔ کوئی بھی ملازمت کا سوال کے بعد اڈیشنل سے اندر کی پہلی ہی ملازمت کیا جاتا ہے۔ مگر کے دوران پیش آنے والے واقعات کی تحقیقات کیلئے کمیٹی تشکیل دے دی گئی ہے۔ کمیٹی ایک ہفتے میں رپورٹ پیش کرے گی۔ ذمہ داروں کے خلاف سخت کارروائی کا عندیہ دیا گیا ہے۔ متاثرین کو معاوضے کی ادائیگی کا عمل شروع کر دیا گیا ہے۔ انتظامیہ نے یقین دہانی کرائی ہے کہ آئندہ ایسے واقعات کی روک تھام کیلئے مؤثر اقدامات کیے جائیں گے۔ حفاظتی انتظامات کا ازسرنو جائزہ لیا جا رہا ہے۔ (439, 13, 538, 163)
ad-badge-gap (366, 575, 399, 588)
ad-badge-tag: تجے (224, 962, 258, 975)
ad-badge-gap (366, 721, 399, 734)
ad-badge-tag: تجے (332, 264, 366, 277)
ad-badge-gap (582, 151, 615, 164)
article-text: کمیٹی نے فیصلہ کیا کہ آئندہ اجلاس میں تمام زیر التواء معاملات کو حتمی شکل دی جائے گی۔ اراکین نے اس امر پر زور دیا کہ شفافیت کو ہر صورت یقینی بنایا جائے۔ عوامی مفاد کے منصوبوں کو ترجیحی بنیادوں پر مکمل کیا جائے گا۔ مالی وسائل کے بہتر استعمال کیلئے نگرانی کا نظام مزید مؤثر بنایا جا رہا ہے۔ سالانہ آڈٹ رپورٹ جلد شائع کی جائے گی۔ تمام محکموں کو ہدایت کی گئی ہے کہ وہ اپنے اخراجات کی تفصیل فراہم کریں۔ (115, 841, 214, 963)
ad-badge-gap (474, 462, 507, 475)
ad-badge-number: 28 (615, 500, 645, 513)
